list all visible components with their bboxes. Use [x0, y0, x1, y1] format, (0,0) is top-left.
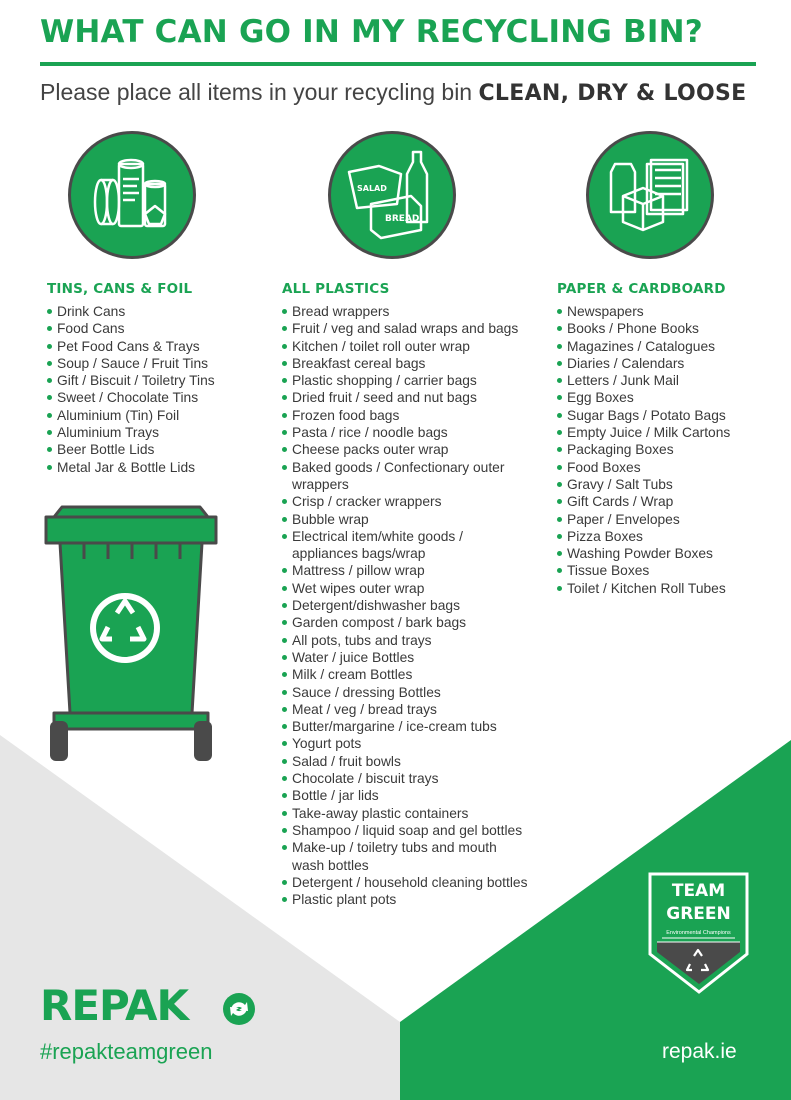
paper-list — [557, 303, 730, 597]
list-item: Electrical item/white goods / appliances bags/wrap — [282, 528, 530, 563]
list-item: Packaging Boxes — [557, 441, 730, 458]
list-item: Tissue Boxes — [557, 562, 730, 579]
list-item: Pizza Boxes — [557, 528, 730, 545]
tins-list — [47, 303, 215, 476]
list-item: Toilet / Kitchen Roll Tubes — [557, 580, 730, 597]
plastics-heading: ALL PLASTICS — [282, 281, 390, 297]
list-item: Chocolate / biscuit trays — [282, 770, 530, 787]
list-item: Plastic shopping / carrier bags — [282, 372, 530, 389]
list-item: Wet wipes outer wrap — [282, 580, 530, 597]
list-item: Beer Bottle Lids — [47, 441, 215, 458]
recycling-bin-icon — [40, 503, 222, 765]
list-item: Dried fruit / seed and nut bags — [282, 389, 530, 406]
list-item: Butter/margarine / ice-cream tubs — [282, 718, 530, 735]
plastics-column — [282, 281, 530, 908]
list-item: Detergent / household cleaning bottles — [282, 874, 530, 891]
list-item: Cheese packs outer wrap — [282, 441, 530, 458]
repak-wordmark: REPAK — [40, 981, 189, 1030]
plastics-list — [282, 303, 530, 908]
list-item: Newspapers — [557, 303, 730, 320]
paper-heading: PAPER & CARDBOARD — [557, 281, 726, 297]
list-item: Empty Juice / Milk Cartons — [557, 424, 730, 441]
list-item: Mattress / pillow wrap — [282, 562, 530, 579]
list-item: Aluminium Trays — [47, 424, 215, 441]
list-item: Take-away plastic containers — [282, 805, 530, 822]
badge-line-green: GREEN — [666, 904, 731, 924]
list-item: Food Cans — [47, 320, 215, 337]
subtitle-text: Please place all items in your recycling bin — [40, 79, 479, 105]
list-item: Salad / fruit bowls — [282, 753, 530, 770]
list-item: Detergent/dishwasher bags — [282, 597, 530, 614]
plastics-icon — [328, 131, 456, 259]
list-item: Sweet / Chocolate Tins — [47, 389, 215, 406]
list-item: Metal Jar & Bottle Lids — [47, 459, 215, 476]
title-underline — [40, 62, 756, 66]
list-item: Drink Cans — [47, 303, 215, 320]
badge-tagline: Environmental Champions — [666, 930, 731, 936]
list-item: Breakfast cereal bags — [282, 355, 530, 372]
list-item: Paper / Envelopes — [557, 511, 730, 528]
paper-column — [557, 281, 730, 597]
list-item: Water / juice Bottles — [282, 649, 530, 666]
list-item: Diaries / Calendars — [557, 355, 730, 372]
list-item: Egg Boxes — [557, 389, 730, 406]
tins-cans-icon — [68, 131, 196, 259]
list-item: Yogurt pots — [282, 735, 530, 752]
team-green-badge-icon — [648, 872, 749, 994]
repak-arrow-icon — [220, 990, 258, 1028]
list-item: Books / Phone Books — [557, 320, 730, 337]
list-item: Bubble wrap — [282, 511, 530, 528]
salad-label: SALAD — [357, 184, 387, 193]
list-item: Aluminium (Tin) Foil — [47, 407, 215, 424]
tins-column — [47, 281, 215, 476]
list-item: Gift Cards / Wrap — [557, 493, 730, 510]
list-item: Make-up / toiletry tubs and mouth wash bottles — [282, 839, 530, 874]
list-item: Food Boxes — [557, 459, 730, 476]
list-item: Pasta / rice / noodle bags — [282, 424, 530, 441]
list-item: Garden compost / bark bags — [282, 614, 530, 631]
page-subtitle — [40, 79, 746, 106]
list-item: Baked goods / Confectionary outer wrappers — [282, 459, 530, 494]
list-item: Milk / cream Bottles — [282, 666, 530, 683]
hashtag-text: #repakteamgreen — [40, 1039, 213, 1064]
list-item: Plastic plant pots — [282, 891, 530, 908]
list-item: Washing Powder Boxes — [557, 545, 730, 562]
list-item: Gift / Biscuit / Toiletry Tins — [47, 372, 215, 389]
list-item: Bread wrappers — [282, 303, 530, 320]
website-link[interactable]: repak.ie — [662, 1040, 737, 1063]
list-item: Sugar Bags / Potato Bags — [557, 407, 730, 424]
list-item: All pots, tubs and trays — [282, 632, 530, 649]
paper-cardboard-icon — [586, 131, 714, 259]
list-item: Pet Food Cans & Trays — [47, 338, 215, 355]
list-item: Fruit / veg and salad wraps and bags — [282, 320, 530, 337]
badge-line-team: TEAM — [671, 881, 726, 901]
list-item: Soup / Sauce / Fruit Tins — [47, 355, 215, 372]
bread-label: BREAD — [385, 214, 420, 224]
list-item: Frozen food bags — [282, 407, 530, 424]
subtitle-emphasis: CLEAN, DRY & LOOSE — [478, 81, 747, 106]
list-item: Bottle / jar lids — [282, 787, 530, 804]
list-item: Shampoo / liquid soap and gel bottles — [282, 822, 530, 839]
tins-heading: TINS, CANS & FOIL — [47, 281, 193, 297]
list-item: Crisp / cracker wrappers — [282, 493, 530, 510]
list-item: Kitchen / toilet roll outer wrap — [282, 338, 530, 355]
list-item: Meat / veg / bread trays — [282, 701, 530, 718]
list-item: Sauce / dressing Bottles — [282, 684, 530, 701]
list-item: Magazines / Catalogues — [557, 338, 730, 355]
repak-logo — [40, 983, 188, 1029]
list-item: Letters / Junk Mail — [557, 372, 730, 389]
page-title: WHAT CAN GO IN MY RECYCLING BIN? — [40, 14, 703, 50]
list-item: Gravy / Salt Tubs — [557, 476, 730, 493]
